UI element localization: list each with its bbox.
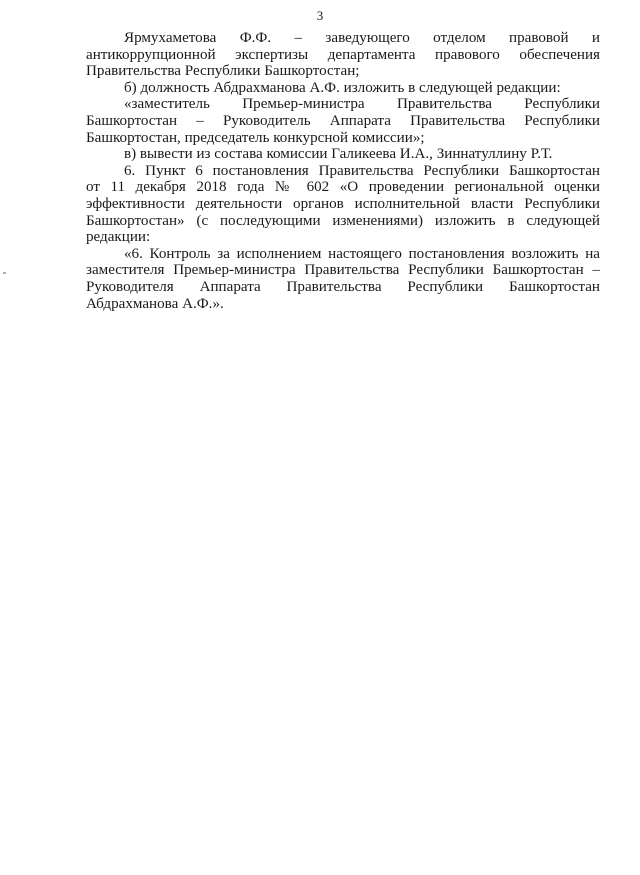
text-line: Ярмухаметова Ф.Ф. – заведующего отделом правовой и (124, 30, 600, 46)
text-line: от 11 декабря 2018 года № 602 «О проведении региональной оценки (86, 179, 600, 196)
paragraph-item-b-quote (86, 96, 600, 146)
document-body (86, 30, 600, 312)
text-line: Башкортостан – Руководитель Аппарата Правительства Республики (86, 112, 600, 129)
scan-margin-mark (3, 272, 6, 274)
text-line: «заместитель Премьер-министра Правительства Республики (124, 96, 600, 113)
text-line: 6. Пункт 6 постановления Правительства Республики Башкортостан (124, 162, 600, 179)
text-line: Правительства Республики Башкортостан; (86, 63, 360, 80)
paragraph-item-b (86, 80, 600, 97)
paragraph-item-6 (86, 163, 600, 246)
text-line: редакции: (86, 229, 151, 246)
paragraph-item-6-quote (86, 246, 600, 312)
text-line: «6. Контроль за исполнением настоящего постановления возложить на (124, 245, 600, 262)
text-line: Башкортостан, председатель конкурсной комиссии»; (86, 129, 425, 146)
text-line: антикоррупционной экспертизы департамента правового обеспечения (86, 46, 600, 63)
text-line: в) вывести из состава комиссии Галикеева И.А., Зиннатуллину Р.Т. (124, 146, 553, 163)
text-line: заместителя Премьер-министра Правительства Республики Башкортостан – (86, 262, 600, 279)
text-line: б) должность Абдрахманова А.Ф. изложить в следующей редакции: (124, 79, 561, 96)
text-line: Абдрахманова А.Ф.». (86, 295, 224, 312)
paragraph-item-v (86, 146, 600, 163)
page-number: 3 (316, 8, 324, 23)
text-line: Руководителя Аппарата Правительства Республики Башкортостан (86, 278, 600, 295)
text-line: Башкортостан» (с последующими изменениями) изложить в следующей (86, 212, 600, 229)
text-line: эффективности деятельности органов исполнительной власти Республики (86, 195, 600, 212)
paragraph-expert (86, 30, 600, 80)
